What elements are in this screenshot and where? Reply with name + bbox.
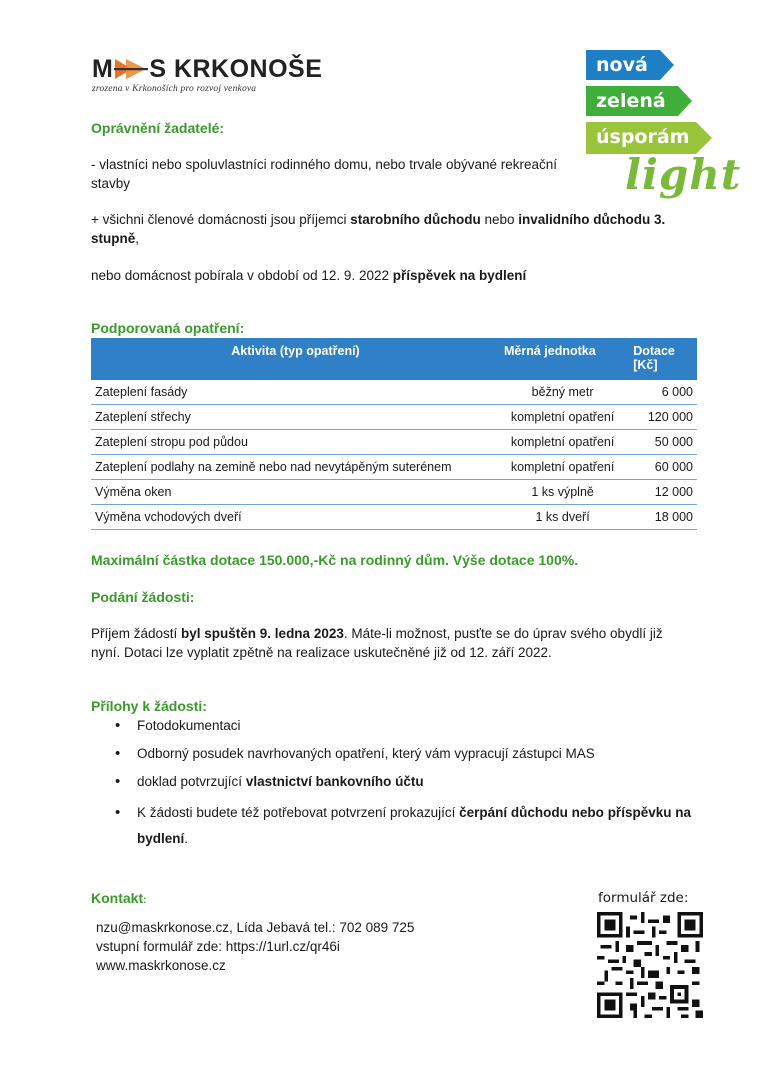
logo-tagline: zrozena v Krkonoších pro rozvoj venkova [92,84,257,94]
list-item: • doklad potvrzující vlastnictví bankovního účtu [91,772,691,791]
contact-heading: Kontakt: [91,890,147,906]
program-badges [586,50,716,158]
table-row: Zateplení střechy kompletní opatření 120 000 [91,405,697,430]
qr-label: formulář zde: [598,890,689,906]
badge-light-script: light [625,150,742,199]
table-row: Výměna vchodových dveří 1 ks dveří 18 000 [91,505,697,530]
measures-table [91,338,697,530]
contact-email-phone: nzu@maskrkonose.cz, Lída Jebavá tel.: 702 089 725 [96,920,415,935]
max-subsidy-text: Maximální částka dotace 150.000,-Kč na rodinný dům. Výše dotace 100%. [91,552,579,568]
logo-name-pre: M [92,55,114,83]
submission-heading: Podání žádosti: [91,589,195,605]
eligible-line3: nebo domácnost pobírala v období od 12. 9. 2022 příspěvek na bydlení [91,268,527,283]
table-row: Zateplení stropu pod půdou kompletní opatření 50 000 [91,430,697,455]
measures-heading: Podporovaná opatření: [91,320,245,336]
submission-text: Příjem žádostí byl spuštěn 9. ledna 2023. Máte-li možnost, pusťte se do úprav svého obydlí již nyní. Dotaci lze vyplatit zpětně na realizace uskutečněné již od 12. září 2022. [91,626,663,660]
qr-code[interactable] [597,912,703,1018]
column-header-subsidy: Dotace [Kč] [625,338,697,380]
badge-zelena: zelená [586,86,716,116]
mas-logo [92,56,322,94]
logo-name-post: S KRKONOŠE [149,55,323,83]
contact-block [96,918,414,975]
list-item: • K žádosti budete též potřebovat potvrzení prokazující čerpání důchodu nebo příspěvku na bydlení. [91,800,691,852]
eligible-heading: Oprávnění žadatelé: [91,120,225,136]
list-item: • Odborný posudek navrhovaných opatření, který vám vypracují zástupci MAS [91,744,691,763]
table-row: Výměna oken 1 ks výplně 12 000 [91,480,697,505]
logo-arrow-icon [114,57,148,81]
column-header-activity: Aktivita (typ opatření) [91,338,500,380]
list-item: • Fotodokumentaci [91,716,691,735]
badge-nova: nová [586,50,716,80]
attachments-list [91,716,691,861]
table-header-row [91,338,697,380]
eligible-line2: + všichni členové domácnosti jsou příjemci starobního důchodu nebo invalidního důchodu 3. stupně, [91,212,666,246]
contact-website[interactable]: www.maskrkonose.cz [96,958,226,973]
table-row: Zateplení fasády běžný metr 6 000 [91,380,697,405]
badge-usporam: úsporám [586,122,716,152]
eligible-line1: - vlastníci nebo spoluvlastníci rodinného domu, nebo trvale obývané rekreační stavby [91,157,558,191]
column-header-unit: Měrná jednotka [500,338,625,380]
attachments-heading: Přílohy k žádosti: [91,698,207,714]
contact-form-link[interactable]: vstupní formulář zde: https://1url.cz/qr46i [96,939,340,954]
table-row: Zateplení podlahy na zemině nebo nad nevytápěným suterénem kompletní opatření 60 000 [91,455,697,480]
